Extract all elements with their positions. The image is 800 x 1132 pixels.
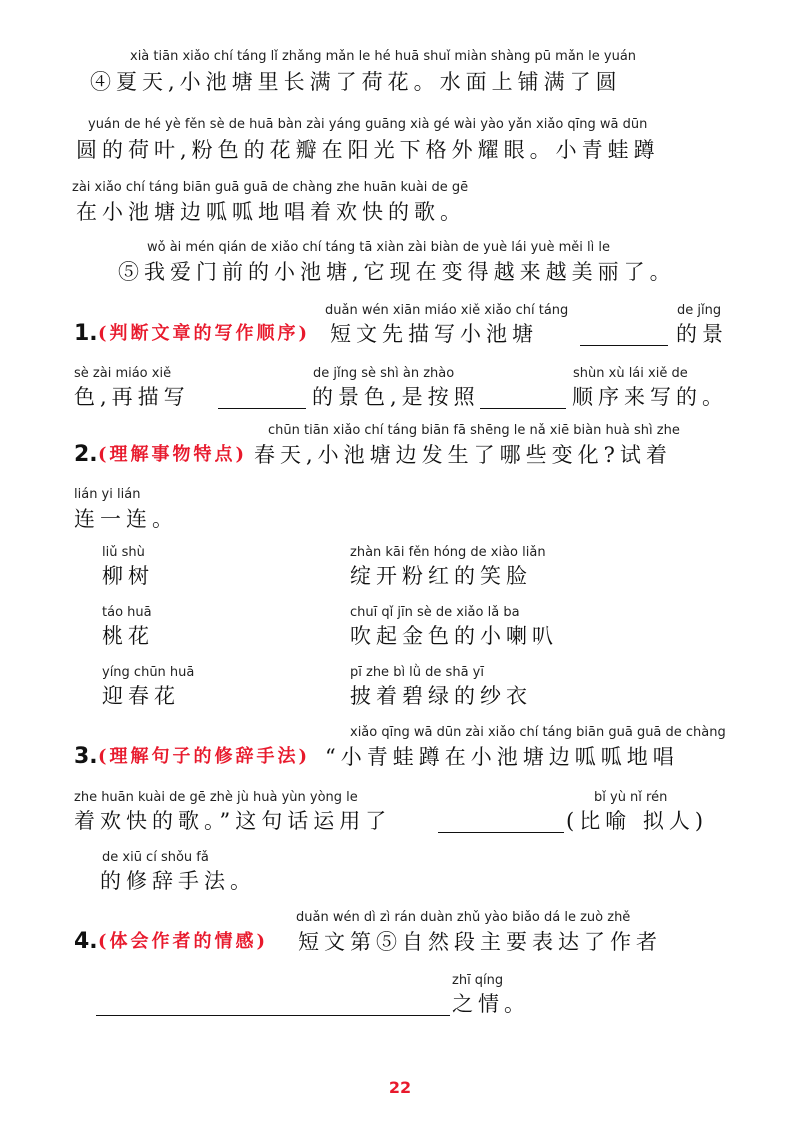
match-left-pinyin: táo huā: [102, 605, 152, 620]
match-right-pinyin: pī zhe bì lǜ de shā yī: [350, 665, 484, 680]
text-line: 圆的荷叶,粉色的花瓣在阳光下格外耀眼。小青蛙蹲: [76, 138, 660, 162]
question-text: 顺序来写的。: [572, 385, 728, 409]
question-tag: (判断文章的写作顺序): [98, 323, 311, 344]
question-text: “小青蛙蹲在小池塘边呱呱地唱: [325, 745, 679, 769]
pinyin-line: de jǐng: [677, 303, 722, 318]
match-right-item[interactable]: 披着碧绿的纱衣: [350, 684, 532, 708]
match-left-item[interactable]: 迎春花: [102, 684, 180, 708]
match-right-pinyin: chuī qǐ jīn sè de xiǎo lǎ ba: [350, 605, 520, 620]
match-left-pinyin: yíng chūn huā: [102, 665, 195, 680]
match-left-item[interactable]: 柳树: [102, 564, 154, 588]
answer-blank[interactable]: [96, 1015, 450, 1016]
answer-blank[interactable]: [438, 832, 564, 833]
question-text: 春天,小池塘边发生了哪些变化?试着: [254, 443, 672, 467]
match-right-item[interactable]: 绽开粉红的笑脸: [350, 564, 532, 588]
pinyin-line: zhe huān kuài de gē zhè jù huà yùn yòng le: [74, 790, 358, 805]
question-number: 1.: [74, 321, 98, 346]
answer-blank[interactable]: [218, 408, 306, 409]
pinyin-line: zhī qíng: [452, 973, 504, 988]
question-text: 色,再描写: [74, 385, 190, 409]
question-tag: (体会作者的情感): [98, 931, 269, 952]
pinyin-line: lián yi lián: [74, 487, 141, 502]
pinyin-line: xiǎo qīng wā dūn zài xiǎo chí táng biān guā guā de chàng: [350, 725, 726, 740]
text-line: ⑤我爱门前的小池塘,它现在变得越来越美丽了。: [118, 260, 676, 284]
question-text: 的修辞手法。: [100, 869, 256, 893]
pinyin-line: de jǐng sè shì àn zhào: [313, 366, 455, 381]
question-tag: (理解句子的修辞手法): [98, 746, 311, 767]
pinyin-line: shùn xù lái xiě de: [573, 366, 688, 381]
pinyin-line: zài xiǎo chí táng biān guā guā de chàng zhe huān kuài de gē: [72, 180, 469, 195]
question-text: 短文先描写小池塘: [330, 322, 538, 346]
question-number: 4.: [74, 929, 98, 954]
text-line: 在小池塘边呱呱地唱着欢快的歌。: [76, 200, 466, 224]
answer-options[interactable]: (比喻 拟人): [566, 809, 709, 833]
question-tag: (理解事物特点): [98, 444, 248, 465]
match-left-pinyin: liǔ shù: [102, 545, 145, 560]
pinyin-line: sè zài miáo xiě: [74, 366, 172, 381]
question-number: 2.: [74, 442, 98, 467]
page-number: 22: [388, 1078, 412, 1097]
question-text: 的景: [676, 322, 728, 346]
question-text: 的景色,是按照: [312, 385, 480, 409]
question-text: 短文第⑤自然段主要表达了作者: [298, 930, 662, 954]
question-text: 连一连。: [74, 507, 178, 531]
text-line: ④夏天,小池塘里长满了荷花。水面上铺满了圆: [90, 70, 622, 94]
match-right-pinyin: zhàn kāi fěn hóng de xiào liǎn: [350, 545, 546, 560]
pinyin-line: duǎn wén xiān miáo xiě xiǎo chí táng: [325, 303, 569, 318]
pinyin-line: de xiū cí shǒu fǎ: [102, 850, 209, 865]
pinyin-line: chūn tiān xiǎo chí táng biān fā shēng le nǎ xiē biàn huà shì zhe: [268, 423, 680, 438]
pinyin-line: xià tiān xiǎo chí táng lǐ zhǎng mǎn le hé huā shuǐ miàn shàng pū mǎn le yuán: [130, 49, 637, 64]
pinyin-line: wǒ ài mén qián de xiǎo chí táng tā xiàn zài biàn de yuè lái yuè měi lì le: [147, 240, 610, 255]
answer-blank[interactable]: [480, 408, 566, 409]
question-text: 着欢快的歌。”这句话运用了: [74, 809, 392, 833]
pinyin-line: duǎn wén dì zì rán duàn zhǔ yào biǎo dá le zuò zhě: [296, 910, 631, 925]
answer-blank[interactable]: [580, 345, 668, 346]
pinyin-line: yuán de hé yè fěn sè de huā bàn zài yáng guāng xià gé wài yào yǎn xiǎo qīng wā dūn: [88, 117, 648, 132]
match-right-item[interactable]: 吹起金色的小喇叭: [350, 624, 558, 648]
match-left-item[interactable]: 桃花: [102, 624, 154, 648]
pinyin-line: bǐ yù nǐ rén: [594, 790, 668, 805]
question-text: 之情。: [452, 992, 530, 1016]
question-number: 3.: [74, 744, 98, 769]
